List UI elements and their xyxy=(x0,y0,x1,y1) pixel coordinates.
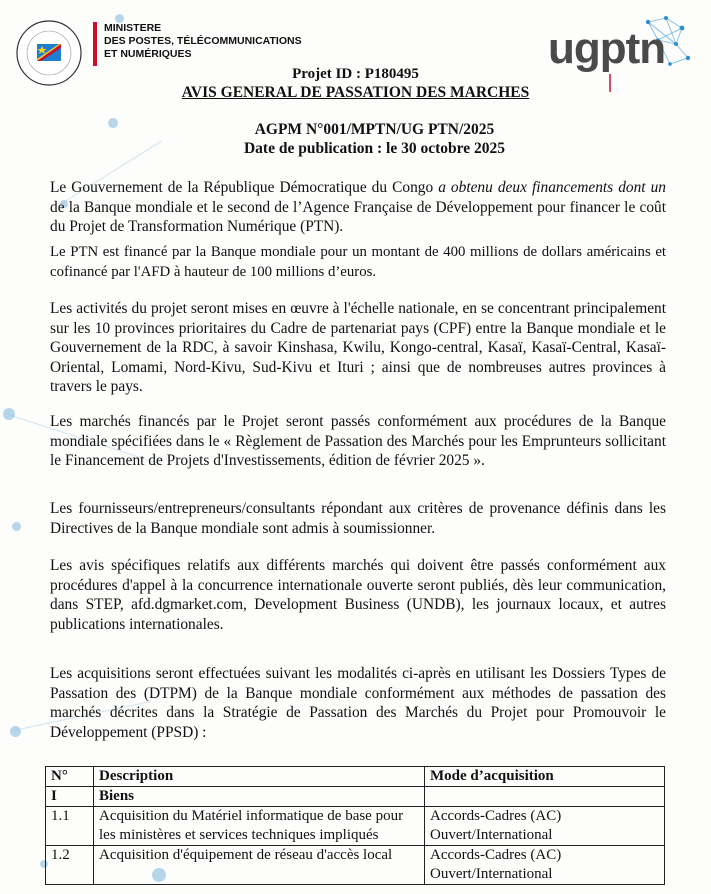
section-empty-cell xyxy=(425,787,665,807)
header-accent-bar xyxy=(93,22,97,66)
notice-reference: AGPM N°001/MPTN/UG PTN/2025 xyxy=(254,121,495,138)
table-row xyxy=(46,807,665,846)
notice-title: AVIS GENERAL DE PASSATION DES MARCHES xyxy=(181,84,530,101)
ministry-line: ET NUMÉRIQUES xyxy=(104,48,192,60)
paragraph-scope: Les activités du projet seront mises en œuvre à l'échelle nationale, en se concentrant principalement sur les 10 provinces prioritaires du Cadre de partenariat pays (CPF) entre la Banque mondiale et le Gouvernement de la RDC, à savoir Kinshasa, Kwilu, Kongo-central, Kasaï, Kasaï-Central, Kasaï-Oriental, Lomami, Nord-Kivu, Sud-Kivu et Ituri ; ainsi que de nombreuses autres provinces à travers le pays. xyxy=(50,300,666,395)
row-number: 1.1 xyxy=(46,807,94,846)
row-description: Acquisition d'équipement de réseau d'accès local xyxy=(94,846,425,885)
row-mode-line: Ouvert/International xyxy=(430,827,553,843)
paragraph-italic-text: a obtenu deux financements dont un xyxy=(438,179,666,196)
row-mode-line: Accords-Cadres (AC) xyxy=(430,847,562,863)
table-row xyxy=(46,846,665,885)
paragraph-text: de la Banque mondiale et le second de l’Agence Française de Développement pour financer le coût du Projet de Transformation Numérique (PTN). xyxy=(50,198,666,235)
paragraph-text: Le Gouvernement de la République Démocratique du Congo xyxy=(50,179,439,196)
column-header-description: Description xyxy=(94,767,425,787)
procurement-table xyxy=(45,766,665,885)
ministry-line: DES POSTES, TÉLÉCOMMUNICATIONS xyxy=(104,35,302,47)
paragraph-publication: Les avis spécifiques relatifs aux différents marchés qui doivent être passés conformément aux procédures d'appel à la concurrence internationale ouverte seront publiés, dès leur communication, dans STEP, afd.dgmarket.com, Development Business (UNDB), les journaux locaux, et autres publications internationales. xyxy=(50,557,666,633)
decor-dot xyxy=(12,522,21,531)
section-number: I xyxy=(46,787,94,807)
notice-reference-block xyxy=(0,120,711,158)
row-mode-line: Ouvert/International xyxy=(430,866,553,882)
paragraph-acquisitions: Les acquisitions seront effectuées suivant les modalités ci-après en utilisant les Dossiers Types de Passation des (DTPM) de la Banque mondiale conformément aux méthodes de passation des marchés décrites dans la Stratégie de Passation des Marchés du Projet pour Promouvoir le Développement (PPSD) : xyxy=(50,665,666,741)
ministry-line: MINISTERE xyxy=(104,22,162,34)
column-header-mode: Mode d’acquisition xyxy=(425,767,665,787)
paragraph-financing xyxy=(50,178,666,237)
row-mode xyxy=(425,807,665,846)
section-label: Biens xyxy=(94,787,425,807)
table-section-row xyxy=(46,787,665,807)
row-description: Acquisition du Matériel informatique de base pour les ministères et services techniques impliqués xyxy=(94,807,425,846)
row-number: 1.2 xyxy=(46,846,94,885)
ministry-name xyxy=(104,22,302,61)
paragraph-procedures: Les marchés financés par le Projet seront passés conformément aux procédures de la Banque mondiale spécifiées dans le « Règlement de Passation des Marchés pour les Emprunteurs sollicitant le Financement de Projets d'Investissements, édition de février 2025 ». xyxy=(50,413,666,469)
paragraph-amounts: Le PTN est financé par la Banque mondiale pour un montant de 400 millions de dollars américains et cofinancé par l'AFD à hauteur de 100 millions d’euros. xyxy=(50,244,666,280)
column-header-number: N° xyxy=(46,767,94,787)
project-id: Projet ID : P180495 xyxy=(292,66,419,82)
table-header-row xyxy=(46,767,665,787)
row-mode-line: Accords-Cadres (AC) xyxy=(430,808,562,824)
logo-wordmark: ugptn xyxy=(548,24,666,73)
paragraph-eligibility: Les fournisseurs/entrepreneurs/consultants répondant aux critères de provenance définis dans les Directives de la Banque mondiale sont admis à soumissionner. xyxy=(50,500,666,537)
publication-date: Date de publication : le 30 octobre 2025 xyxy=(243,140,506,157)
row-mode xyxy=(425,846,665,885)
